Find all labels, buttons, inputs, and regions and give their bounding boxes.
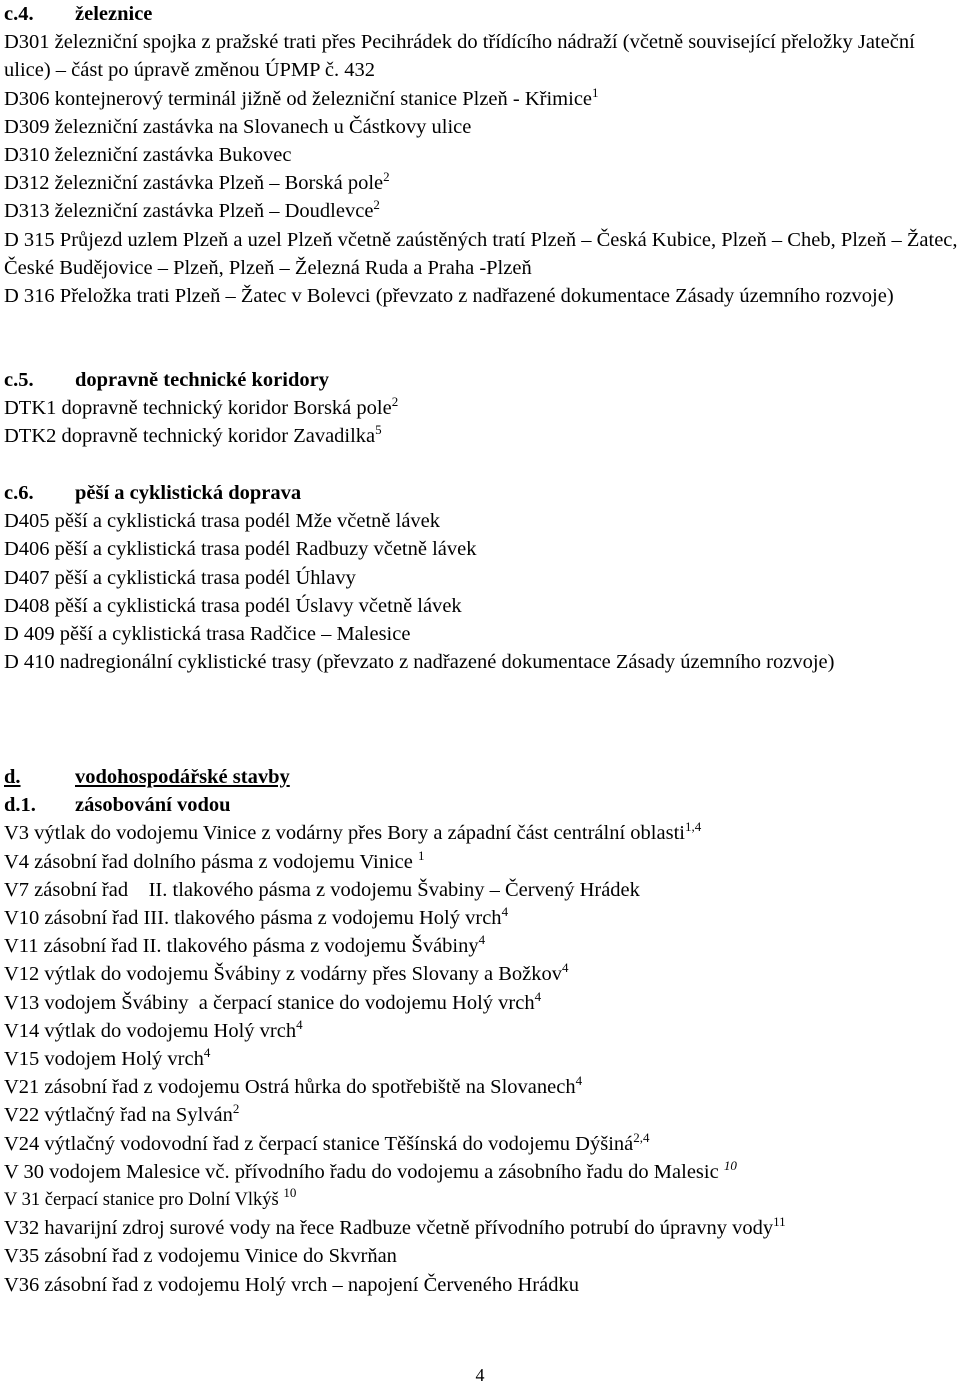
list-item: DTK1 dopravně technický koridor Borská pole$^2$ [4,394,399,420]
list-item: V35 zásobní řad z vodojemu Vinice do Skvrňan [4,1245,397,1268]
list-item: D 409 pěší a cyklistická trasa Radčice – Malesice [4,623,411,646]
list-item: V22 výtlačný řad na Sylván$^2$ [4,1101,240,1127]
list-item: D405 pěší a cyklistická trasa podél Mže včetně lávek [4,510,441,533]
list-item: V15 vodojem Holý vrch$^4$ [4,1045,211,1071]
section-heading: c.4. železnice [4,3,153,25]
list-item: V36 zásobní řad z vodojemu Holý vrch – napojení Červeného Hrádku [4,1273,579,1296]
section-heading: c.6. pěší a cyklistická doprava [4,482,302,504]
section-heading: c.5. dopravně technické koridory [4,369,329,391]
list-item: D309 železniční zastávka na Slovanech u Částkovy ulice [4,115,472,138]
list-item: D 410 nadregionální cyklistické trasy (převzato z nadřazené dokumentace Zásady územního rozvoje) [4,651,835,674]
section-transport-corridors [4,366,954,451]
page-number: 4 [475,1365,485,1385]
list-item: D301 železniční spojka z pražské trati přes Pecihrádek do třídícího nádraží (včetně související přeložky Jateční ulice) – část po úpravě změnou ÚPMP č. 432 [4,31,915,82]
list-item: V13 vodojem Švábiny a čerpací stanice do vodojemu Holý vrch$^4$ [4,988,542,1014]
section-heading: d.1. zásobování vodou [4,794,231,817]
list-item: D312 železniční zastávka Plzeň – Borská pole$^2$ [4,169,390,195]
chapter-heading: d. vodohospodářské stavby [4,766,290,788]
list-item: V7 zásobní řad II. tlakového pásma z vodojemu Švabiny – Červený Hrádek [4,878,640,901]
list-item: V11 zásobní řad II. tlakového pásma z vodojemu Švábiny$^4$ [4,932,486,958]
list-item: D306 kontejnerový terminál jižně od železniční stanice Plzeň - Křimice$^1$ [4,84,599,110]
list-item: V14 výtlak do vodojemu Holý vrch$^4$ [4,1016,303,1042]
list-item: V21 zásobní řad z vodojemu Ostrá hůrka do spotřebiště na Slovanech$^4$ [4,1073,583,1099]
list-item: D310 železniční zastávka Bukovec [4,144,292,167]
list-item: D 316 Přeložka trati Plzeň – Žatec v Bolevci (převzato z nadřazené dokumentace Zásady územního rozvoje) [4,285,894,308]
list-item: V24 výtlačný vodovodní řad z čerpací stanice Těšínská do vodojemu Dýšiná$^{2,4}$ [4,1129,650,1155]
list-item: V12 výtlak do vodojemu Švábiny z vodárny přes Slovany a Božkov$^4$ [4,960,569,986]
list-item: V32 havarijní zdroj surové vody na řece Radbuze včetně přívodního potrubí do úpravny vody$^{11}$ [4,1214,786,1240]
list-item: D313 železniční zastávka Plzeň – Doudlevce$^2$ [4,197,380,223]
list-item: D 315 Průjezd uzlem Plzeň a uzel Plzeň včetně zaústěných tratí Plzeň – Česká Kubice, Plzeň – Cheb, Plzeň – Žatec, České Budějovice – Plzeň, Plzeň – Železná Ruda a Praha -Plzeň [4,228,958,279]
list-item: V3 výtlak do vodojemu Vinice z vodárny přes Bory a západní část centrální oblasti$^{1,4}$ [4,819,702,845]
list-item: V 30 vodojem Malesice vč. přívodního řadu do vodojemu a zásobního řadu do Malesic $^{10}$ [4,1157,737,1183]
list-item: V4 zásobní řad dolního pásma z vodojemu Vinice $^1$ [4,847,425,873]
list-item: V10 zásobní řad III. tlakového pásma z vodojemu Holý vrch$^4$ [4,904,509,930]
list-item: DTK2 dopravně technický koridor Zavadilka$^5$ [4,422,382,448]
section-pedestrian-cycling [4,479,954,676]
list-item: V 31 čerpací stanice pro Dolní Vlkýš $^{10}$ [4,1185,297,1211]
list-item: D408 pěší a cyklistická trasa podél Úslavy včetně lávek [4,594,462,617]
list-item: D406 pěší a cyklistická trasa podél Radbuzy včetně lávek [4,538,477,561]
section-railways [4,0,958,310]
section-water-management [4,763,954,1299]
list-item: D407 pěší a cyklistická trasa podél Úhlavy [4,566,356,589]
